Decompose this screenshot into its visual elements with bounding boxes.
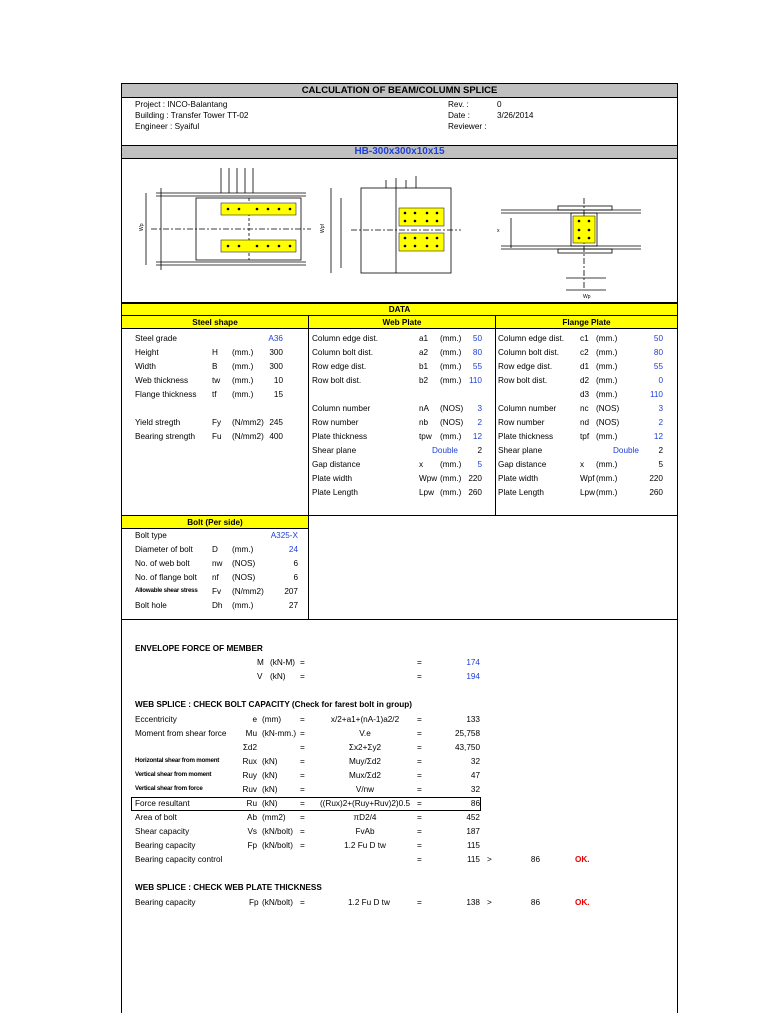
wb-value: 86: [470, 799, 480, 808]
row-value: 300: [269, 348, 283, 357]
row-label: Column bolt dist.: [498, 348, 559, 357]
row-value: 80: [653, 348, 663, 357]
row-unit: (mm.): [440, 460, 462, 469]
row-label: Row edge dist.: [312, 362, 367, 371]
wb-unit: (kN/bolt): [262, 841, 293, 850]
row-symbol: d1: [580, 362, 590, 371]
col-divider-2: [495, 329, 496, 515]
row-label: Plate Length: [312, 488, 358, 497]
bolt-header: Bolt (Per side): [187, 518, 243, 527]
web-plate-header: Web Plate: [382, 318, 422, 327]
wb-eq: =: [300, 757, 305, 766]
row-value: 10: [273, 376, 283, 385]
wb-unit: (kN): [262, 785, 278, 794]
row-unit: (mm.): [440, 474, 462, 483]
wb-value: 187: [466, 827, 480, 836]
row-label: Steel grade: [135, 334, 177, 343]
row-label: Yield stregth: [135, 418, 181, 427]
row-symbol: nc: [580, 404, 589, 413]
row-unit: (mm.): [596, 376, 618, 385]
row-value: 55: [653, 362, 663, 371]
env-value: 174: [466, 658, 480, 667]
row-label: Row number: [312, 418, 359, 427]
wb-value: 32: [470, 785, 480, 794]
wb-value: 133: [466, 715, 480, 724]
row-symbol: a1: [419, 334, 429, 343]
row-label: Plate thickness: [312, 432, 368, 441]
wp-check-eq: =: [300, 898, 305, 907]
wb-value: 452: [466, 813, 480, 822]
row-value: 260: [468, 488, 482, 497]
row-value: 400: [269, 432, 283, 441]
row-label: Plate thickness: [498, 432, 554, 441]
date-value: 3/26/2014: [497, 111, 534, 120]
wb-unit: (mm): [262, 715, 282, 724]
row-label: Row bolt dist.: [498, 376, 548, 385]
wp-check-ok: OK.: [575, 898, 590, 907]
wp-check-sym: Fp: [249, 898, 259, 907]
wb-label: Eccentricity: [135, 715, 177, 724]
wb-formula: Mux/Σd2: [349, 771, 381, 780]
row-value: 3: [477, 404, 482, 413]
wb-formula: 1.2 Fu D tw: [344, 841, 386, 850]
env-eq2: =: [417, 672, 422, 681]
wb-value: 115: [466, 855, 480, 864]
wb-formula: FvAb: [355, 827, 375, 836]
web-plate-check-title: WEB SPLICE : CHECK WEB PLATE THICKNESS: [135, 883, 322, 892]
row-value: 0: [658, 376, 663, 385]
row-value: 5: [477, 460, 482, 469]
wp-check-formula: 1.2 Fu D tw: [348, 898, 390, 907]
row-value: 6: [293, 573, 298, 582]
row-value: 6: [293, 559, 298, 568]
row-symbol: Wpf: [580, 474, 595, 483]
row-symbol: Fv: [212, 587, 222, 596]
row-symbol: x: [419, 460, 424, 469]
row-label: Column number: [498, 404, 557, 413]
rev-label: Rev. :: [448, 100, 469, 109]
row-value: 12: [653, 432, 663, 441]
wb-ok: OK.: [575, 855, 590, 864]
wb-label: Bearing capacity control: [135, 855, 223, 864]
row-label: Gap distance: [312, 460, 361, 469]
row-symbol: d3: [580, 390, 590, 399]
env-value: 194: [466, 672, 480, 681]
wb-eq: =: [300, 729, 305, 738]
row-symbol: nw: [212, 559, 223, 568]
wb-label: Area of bolt: [135, 813, 177, 822]
wb-cmp-val: 86: [530, 855, 540, 864]
row-label: Row bolt dist.: [312, 376, 362, 385]
wb-label: Vertical shear from force: [135, 785, 203, 792]
wp-check-cmp-val: 86: [530, 898, 540, 907]
row-value: 245: [269, 418, 283, 427]
web-bolt-title: WEB SPLICE : CHECK BOLT CAPACITY (Check for farest bolt in group): [135, 700, 413, 709]
wb-eq: =: [300, 785, 305, 794]
wb-eq: =: [300, 771, 305, 780]
wb-unit: (kN-mm.): [262, 729, 297, 738]
row-unit: (mm.): [596, 348, 618, 357]
wb-eq2: =: [417, 785, 422, 794]
row-symbol: B: [212, 362, 218, 371]
row-unit: (mm.): [440, 362, 462, 371]
row-unit: (NOS): [232, 573, 256, 582]
row-value: 220: [649, 474, 663, 483]
row-label: Height: [135, 348, 159, 357]
row-label: Column number: [312, 404, 371, 413]
row-label: Web thickness: [135, 376, 189, 385]
diagram-label-wpf: Wpf: [320, 224, 326, 233]
wb-eq2: =: [417, 855, 422, 864]
row-unit: (mm.): [440, 376, 462, 385]
env-symbol: M: [257, 658, 264, 667]
wb-formula: V/nw: [355, 785, 375, 794]
row-unit: (mm.): [596, 432, 618, 441]
row-value: 110: [468, 376, 482, 385]
row-unit: (mm.): [232, 601, 254, 610]
row-symbol: b1: [419, 362, 429, 371]
row-symbol: nb: [419, 418, 429, 427]
row-unit: (mm.): [232, 376, 254, 385]
wb-label: Horizontal shear from moment: [135, 757, 220, 764]
row-unit: (mm.): [596, 474, 618, 483]
row-value: 2: [477, 418, 482, 427]
row-value: 24: [288, 545, 298, 554]
row-symbol: Fu: [212, 432, 222, 441]
row-symbol: Lpw: [580, 488, 596, 497]
row-value2: 2: [477, 446, 482, 455]
env-eq2: =: [417, 658, 422, 667]
row-label: Plate width: [498, 474, 539, 483]
row-value: 15: [273, 390, 283, 399]
diagram-label-wp: Wp: [139, 223, 145, 231]
wb-symbol: Vs: [247, 827, 257, 836]
row-unit: (mm.): [440, 432, 462, 441]
row-symbol: tpw: [419, 432, 432, 441]
row-label: Column edge dist.: [312, 334, 378, 343]
row-label: Column edge dist.: [498, 334, 564, 343]
env-eq: =: [300, 658, 305, 667]
row-label: No. of flange bolt: [135, 573, 197, 582]
row-symbol: a2: [419, 348, 429, 357]
wb-eq2: =: [417, 715, 422, 724]
row-label: Plate width: [312, 474, 353, 483]
wb-value: 32: [470, 757, 480, 766]
row-symbol: tw: [212, 376, 221, 385]
row-value: Double: [432, 446, 458, 455]
row-unit: (mm.): [232, 545, 254, 554]
wb-symbol: Ru: [246, 799, 257, 808]
wb-formula: Σx2+Σy2: [348, 743, 382, 752]
row-unit: (N/mm2): [232, 432, 264, 441]
row-value: 207: [284, 587, 298, 596]
env-unit: (kN-M): [270, 658, 296, 667]
wb-eq2: =: [417, 813, 422, 822]
row-value: 12: [472, 432, 482, 441]
row-value: 110: [649, 390, 663, 399]
diagram-label-x: x: [497, 228, 500, 234]
wb-eq: =: [300, 813, 305, 822]
diagram-label-wpb: Wp: [583, 294, 591, 300]
row-unit: (mm.): [440, 488, 462, 497]
wb-eq2: =: [417, 743, 422, 752]
wb-eq: =: [300, 841, 305, 850]
row-label: Bolt hole: [135, 601, 167, 610]
envelope-title: ENVELOPE FORCE OF MEMBER: [135, 644, 263, 653]
wb-symbol: Fp: [247, 841, 257, 850]
wb-label: Force resultant: [135, 799, 190, 808]
row-unit: (mm.): [232, 390, 254, 399]
wb-symbol: Rux: [242, 757, 257, 766]
wb-label: Bearing capacity: [135, 841, 196, 850]
col-divider-1: [308, 329, 309, 515]
row-label: Column bolt dist.: [312, 348, 373, 357]
row-unit: (NOS): [596, 404, 620, 413]
rev-value: 0: [497, 100, 502, 109]
row-value: 220: [468, 474, 482, 483]
row-value: 3: [658, 404, 663, 413]
wb-unit: (kN): [262, 771, 278, 780]
row-value: Double: [613, 446, 639, 455]
row-value: 80: [472, 348, 482, 357]
wb-value: 115: [466, 841, 480, 850]
steel-shape-header: Steel shape: [192, 318, 238, 327]
wb-label: Moment from shear force: [135, 729, 227, 738]
flange-plate-header: Flange Plate: [562, 318, 611, 327]
row-label: No. of web bolt: [135, 559, 190, 568]
wb-formula: πD2/4: [353, 813, 377, 822]
row-value: 50: [653, 334, 663, 343]
wb-unit: (kN): [262, 757, 278, 766]
row-label: Bearing strength: [135, 432, 196, 441]
row-symbol: nA: [419, 404, 430, 413]
wb-eq2: =: [417, 827, 422, 836]
wb-symbol: Ab: [246, 813, 257, 822]
project-label: Project : INCO-Balantang: [135, 100, 228, 109]
row-symbol: Dh: [212, 601, 223, 610]
row-label: Plate Length: [498, 488, 544, 497]
row-label: Diameter of bolt: [135, 545, 193, 554]
wb-value: 47: [470, 771, 480, 780]
wb-eq: =: [300, 799, 305, 808]
wb-symbol: Ruv: [242, 785, 257, 794]
wb-label: Shear capacity: [135, 827, 190, 836]
date-label: Date :: [448, 111, 470, 120]
wb-symbol: e: [252, 715, 257, 724]
row-unit: (mm.): [596, 362, 618, 371]
row-symbol: nd: [580, 418, 590, 427]
page-title: CALCULATION OF BEAM/COLUMN SPLICE: [301, 85, 498, 96]
row-symbol: D: [212, 545, 218, 554]
row-symbol: H: [212, 348, 218, 357]
row-symbol: nf: [212, 573, 219, 582]
row-unit: (mm.): [232, 362, 254, 371]
building-label: Building : Transfer Tower TT-02: [135, 111, 249, 120]
section-name: HB-300x300x10x15: [354, 146, 445, 157]
data-title: DATA: [388, 305, 411, 314]
row-unit: (mm.): [440, 334, 462, 343]
wb-symbol: Mu: [245, 729, 257, 738]
wb-value: 25,758: [454, 729, 480, 738]
wb-eq2: =: [417, 771, 422, 780]
wb-symbol: Ruy: [242, 771, 257, 780]
row-unit: (mm.): [596, 488, 618, 497]
row-label: Bolt type: [135, 531, 167, 540]
wb-unit: (mm2): [262, 813, 286, 822]
row-unit: (mm.): [440, 348, 462, 357]
row-label: Shear plane: [498, 446, 543, 455]
row-symbol: c2: [580, 348, 589, 357]
row-symbol: c1: [580, 334, 589, 343]
wb-eq: =: [300, 827, 305, 836]
row-value: 5: [658, 460, 663, 469]
row-symbol: tpf: [580, 432, 590, 441]
wb-eq2: =: [417, 729, 422, 738]
row-label: Width: [135, 362, 156, 371]
row-label: Shear plane: [312, 446, 357, 455]
row-label: Row number: [498, 418, 545, 427]
row-value: 300: [269, 362, 283, 371]
row-label: Row edge dist.: [498, 362, 553, 371]
wp-check-label: Bearing capacity: [135, 898, 196, 907]
reviewer-label: Reviewer :: [448, 122, 487, 131]
wb-symbol: Σd2: [242, 743, 257, 752]
row-unit: (mm.): [596, 334, 618, 343]
env-eq: =: [300, 672, 305, 681]
wb-eq: =: [300, 743, 305, 752]
row-value: A325-X: [270, 531, 298, 540]
row-label: Allowable shear stress: [135, 587, 198, 594]
row-value: 50: [472, 334, 482, 343]
wb-eq: =: [300, 715, 305, 724]
wb-formula: Muy/Σd2: [349, 757, 381, 766]
row-value: A36: [268, 334, 283, 343]
row-unit: (NOS): [596, 418, 620, 427]
row-symbol: Fy: [212, 418, 222, 427]
wp-check-value: 138: [466, 898, 480, 907]
row-unit: (NOS): [440, 404, 464, 413]
row-unit: (mm.): [596, 460, 618, 469]
force-resultant-box: [131, 797, 481, 811]
row-unit: (NOS): [232, 559, 256, 568]
wb-cmp: >: [487, 855, 492, 864]
bolt-divider: [308, 515, 309, 619]
wb-unit: (kN/bolt): [262, 827, 293, 836]
row-symbol: b2: [419, 376, 429, 385]
wb-eq2: =: [417, 757, 422, 766]
row-value: 27: [288, 601, 298, 610]
row-symbol: d2: [580, 376, 590, 385]
row-unit: (mm.): [596, 390, 618, 399]
row-value: 55: [472, 362, 482, 371]
wb-value: 43,750: [454, 743, 480, 752]
wp-check-cmp: >: [487, 898, 492, 907]
row-unit: (N/mm2): [232, 418, 264, 427]
wb-eq2: =: [417, 799, 422, 808]
wb-formula: ((Rux)2+(Ruy+Ruv)2)0.5: [319, 799, 411, 808]
row-unit: (NOS): [440, 418, 464, 427]
row-value: 2: [658, 418, 663, 427]
row-label: Flange thickness: [135, 390, 197, 399]
row-symbol: x: [580, 460, 585, 469]
wb-label: Vertical shear from moment: [135, 771, 212, 778]
splice-diagram: [121, 158, 678, 303]
row-label: Gap distance: [498, 460, 547, 469]
wp-check-eq2: =: [417, 898, 422, 907]
row-unit: (mm.): [232, 348, 254, 357]
row-value2: 2: [658, 446, 663, 455]
engineer-label: Engineer : Syaiful: [135, 122, 200, 131]
bolt-divider-top: [308, 515, 678, 516]
wp-check-unit: (kN/bolt): [262, 898, 293, 907]
env-unit: (kN): [270, 672, 286, 681]
wb-unit: (kN): [262, 799, 278, 808]
row-unit: (N/mm2): [232, 587, 264, 596]
wb-eq2: =: [417, 841, 422, 850]
row-symbol: Lpw: [419, 488, 435, 497]
row-symbol: tf: [212, 390, 217, 399]
row-symbol: Wpw: [419, 474, 438, 483]
wb-formula: x/2+a1+(nA-1)a2/2: [330, 715, 400, 724]
wb-formula: V.e: [359, 729, 371, 738]
env-symbol: V: [257, 672, 263, 681]
row-value: 260: [649, 488, 663, 497]
bolt-divider-bottom: [121, 619, 678, 620]
